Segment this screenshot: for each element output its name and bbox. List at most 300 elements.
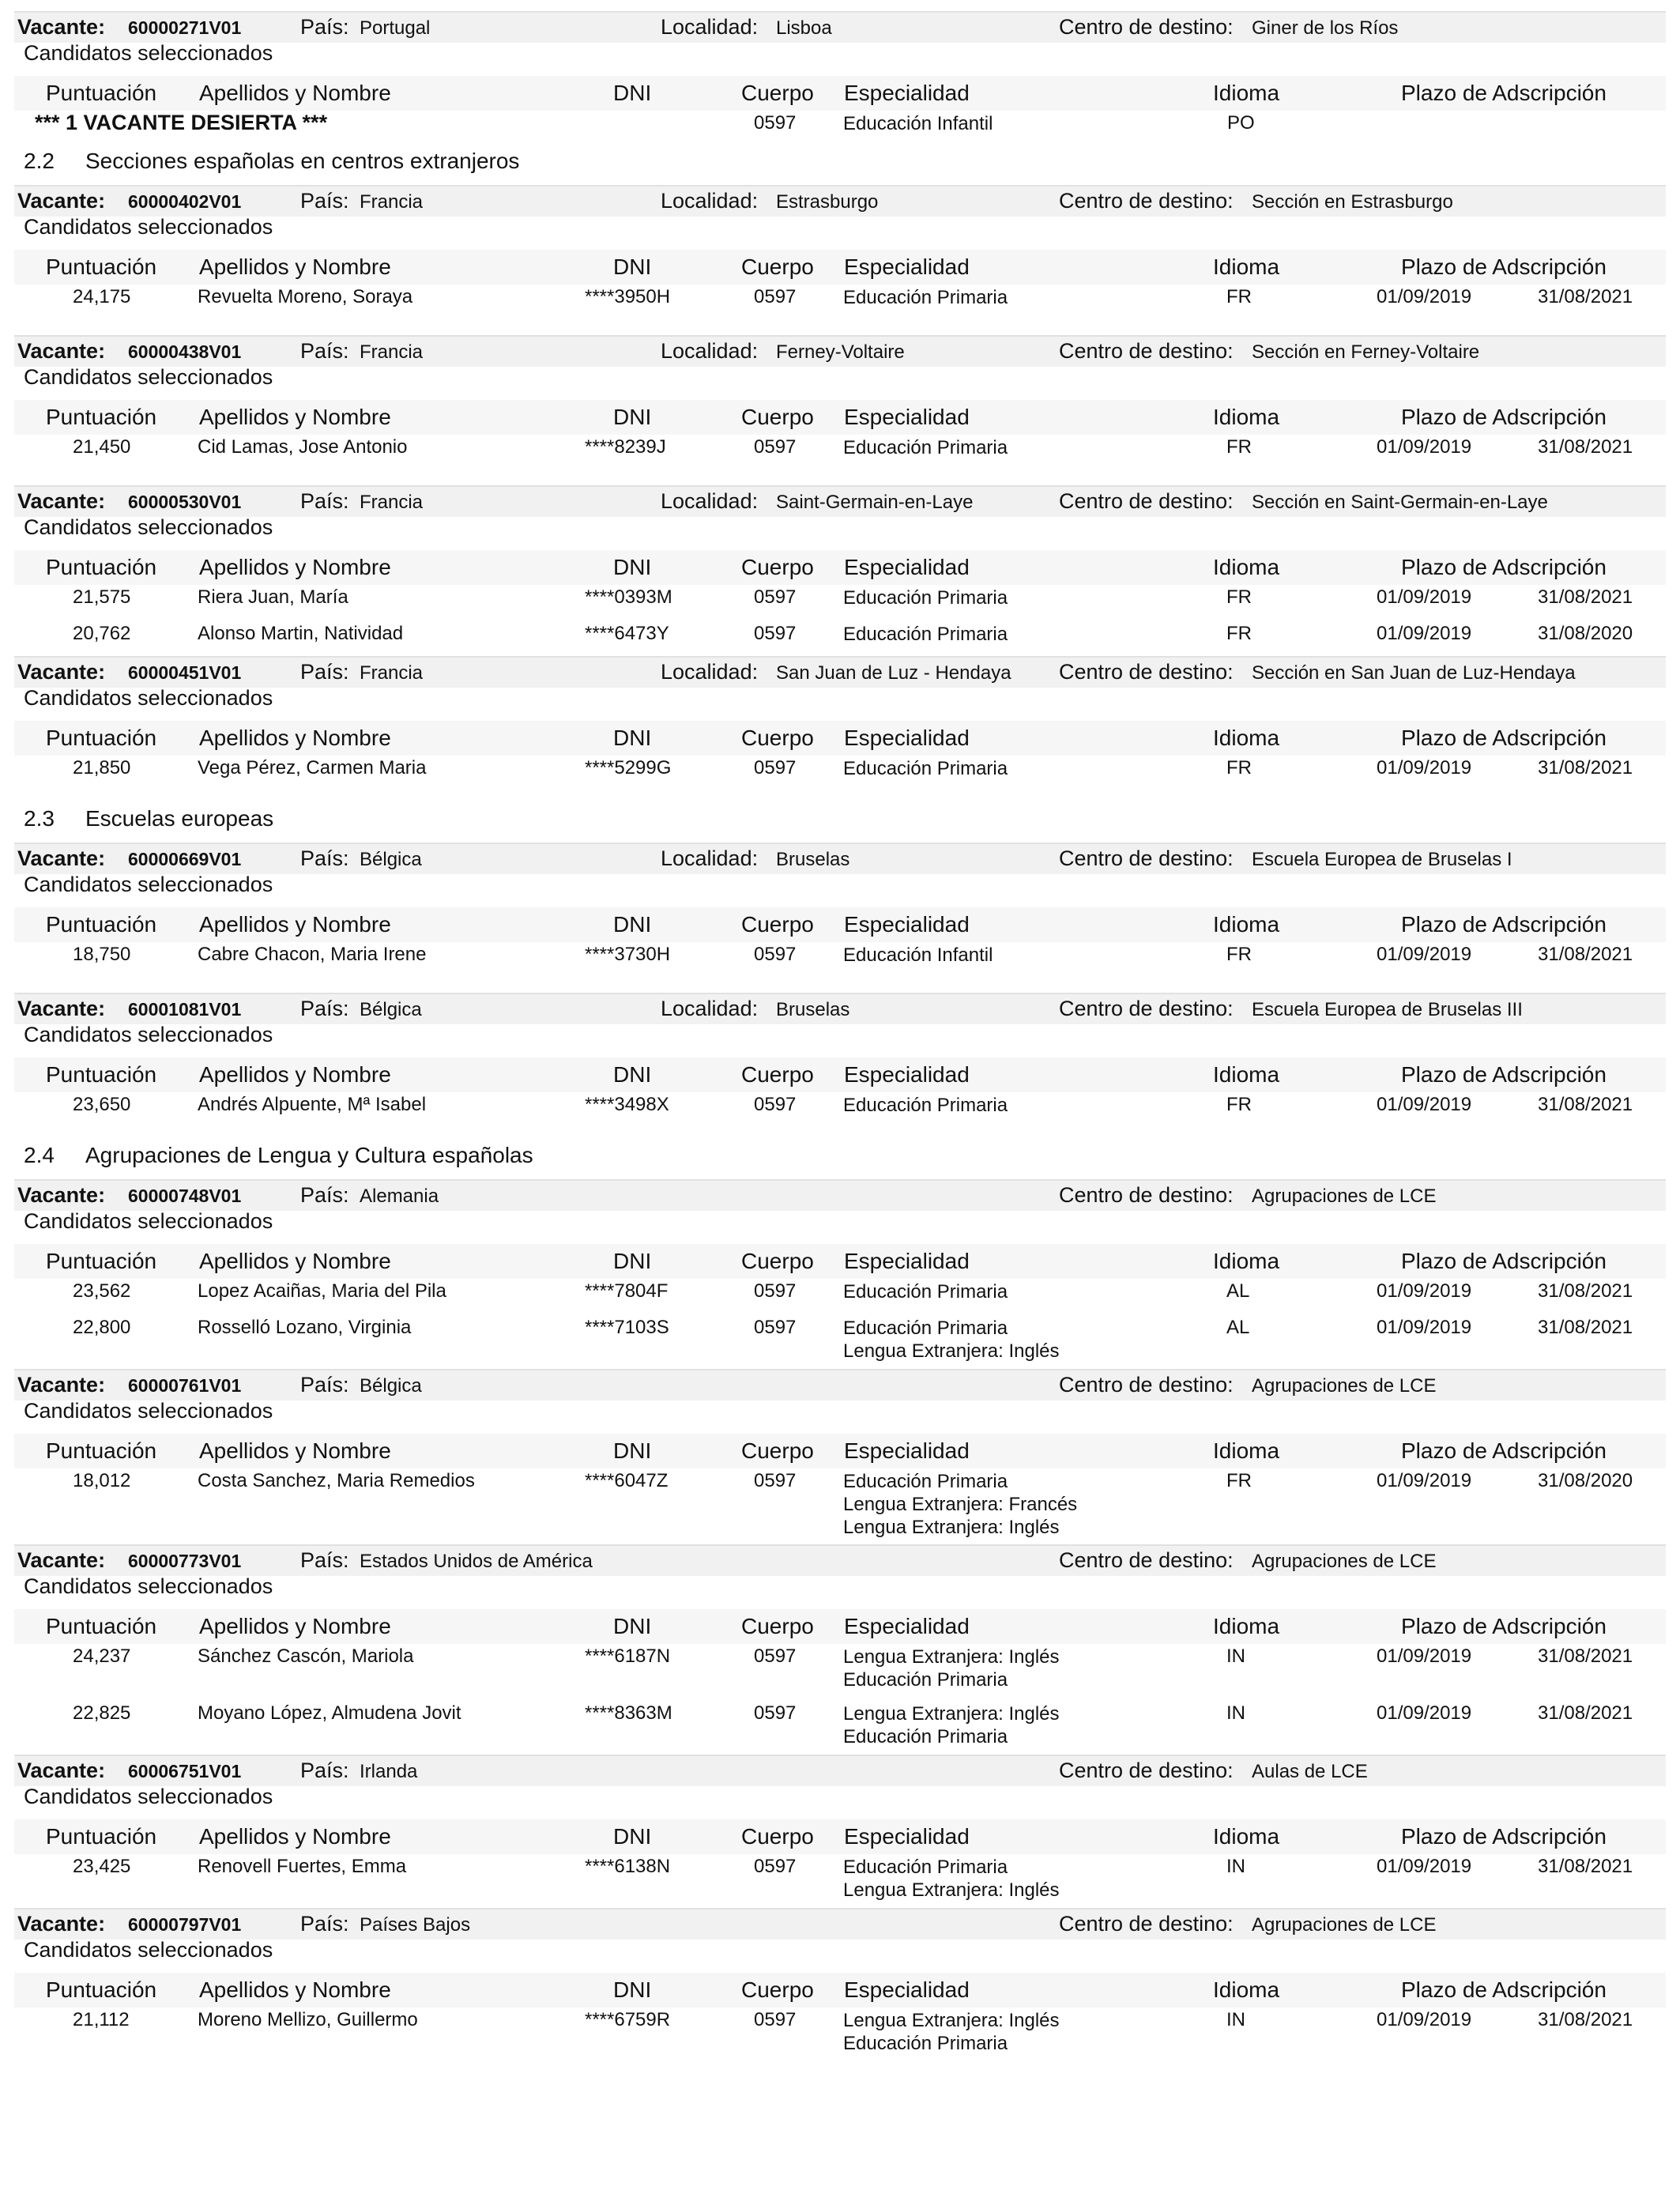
pais-label: País: bbox=[300, 1373, 349, 1397]
localidad-label: Localidad: bbox=[661, 489, 759, 513]
puntuacion: 21,450 bbox=[73, 436, 131, 458]
candidate-row bbox=[0, 1470, 1680, 1538]
centro-value: Agrupaciones de LCE bbox=[1252, 1186, 1437, 1207]
vacancy-header bbox=[14, 993, 1666, 1024]
col-idioma: Idioma bbox=[1213, 555, 1280, 579]
especialidad bbox=[843, 1094, 1008, 1117]
vacancy-header bbox=[14, 1179, 1666, 1211]
cuerpo: 0597 bbox=[754, 1470, 797, 1491]
nombre: Revuelta Moreno, Soraya bbox=[198, 286, 413, 307]
localidad-label: Localidad: bbox=[661, 846, 759, 870]
dni: ****6138N bbox=[585, 1856, 671, 1877]
nombre: Andrés Alpuente, Mª Isabel bbox=[198, 1094, 427, 1115]
dni: ****5299G bbox=[585, 757, 672, 778]
candidate-row bbox=[0, 1094, 1680, 1130]
idioma: PO bbox=[1227, 112, 1255, 134]
especialidad bbox=[843, 623, 1008, 646]
col-puntuacion: Puntuación bbox=[46, 254, 157, 279]
vacante-code: 60000761V01 bbox=[128, 1375, 242, 1396]
vacancy-block bbox=[0, 1908, 1680, 2061]
nombre: Costa Sanchez, Maria Remedios bbox=[198, 1470, 475, 1491]
candidate-row bbox=[0, 623, 1680, 659]
cuerpo: 0597 bbox=[754, 436, 797, 458]
column-headers bbox=[14, 400, 1666, 435]
candidatos-title: Candidatos seleccionados bbox=[24, 41, 273, 65]
candidatos-title: Candidatos seleccionados bbox=[24, 873, 273, 896]
document-page bbox=[0, 11, 1680, 2061]
plazo-desde: 01/09/2019 bbox=[1377, 1856, 1472, 1877]
centro-label: Centro de destino: bbox=[1059, 1183, 1234, 1207]
plazo-desde: 01/09/2019 bbox=[1377, 286, 1472, 307]
especialidad bbox=[843, 1470, 1077, 1539]
col-idioma: Idioma bbox=[1213, 1062, 1280, 1087]
vacancy-header bbox=[14, 185, 1666, 217]
puntuacion: 23,650 bbox=[73, 1094, 131, 1115]
col-plazo: Plazo de Adscripción bbox=[1401, 81, 1607, 105]
col-dni: DNI bbox=[613, 1614, 652, 1638]
column-headers bbox=[14, 250, 1666, 285]
plazo-hasta: 31/08/2021 bbox=[1538, 2009, 1633, 2030]
col-nombre: Apellidos y Nombre bbox=[199, 1438, 391, 1463]
pais-value: Estados Unidos de América bbox=[360, 1551, 593, 1572]
nombre: Moreno Mellizo, Guillermo bbox=[198, 2009, 418, 2030]
cuerpo: 0597 bbox=[754, 1646, 797, 1667]
localidad-label: Localidad: bbox=[661, 15, 759, 39]
centro-label: Centro de destino: bbox=[1059, 1548, 1234, 1572]
col-cuerpo: Cuerpo bbox=[741, 1438, 814, 1463]
vacante-code: 60000438V01 bbox=[128, 341, 242, 362]
puntuacion: 21,112 bbox=[73, 2009, 130, 2030]
localidad-value: Bruselas bbox=[776, 849, 850, 870]
especialidad bbox=[843, 112, 993, 135]
plazo-desde: 01/09/2019 bbox=[1377, 2009, 1472, 2030]
candidate-row bbox=[0, 2009, 1680, 2054]
puntuacion: 23,425 bbox=[73, 1856, 131, 1877]
candidate-row bbox=[0, 1280, 1680, 1317]
col-especialidad: Especialidad bbox=[844, 1977, 970, 2002]
vacante-label: Vacante: bbox=[17, 15, 106, 39]
col-dni: DNI bbox=[613, 1438, 652, 1463]
pais-label: País: bbox=[300, 846, 349, 870]
vacancy-header bbox=[14, 11, 1666, 43]
cuerpo: 0597 bbox=[754, 286, 797, 307]
vacancy-header bbox=[14, 656, 1666, 688]
column-headers bbox=[14, 1057, 1666, 1092]
centro-label: Centro de destino: bbox=[1059, 489, 1234, 513]
candidatos-title: Candidatos seleccionados bbox=[24, 1574, 273, 1598]
section-title: Escuelas europeas bbox=[85, 806, 274, 831]
especialidad-line: Educación Primaria bbox=[843, 1095, 1008, 1116]
col-dni: DNI bbox=[613, 555, 652, 579]
cuerpo: 0597 bbox=[754, 944, 797, 965]
col-idioma: Idioma bbox=[1213, 1614, 1280, 1638]
col-especialidad: Especialidad bbox=[844, 81, 970, 105]
column-headers bbox=[14, 1244, 1666, 1279]
vacante-code: 60001081V01 bbox=[128, 999, 242, 1020]
vacancy-block bbox=[0, 1544, 1680, 1755]
vacante-code: 60000271V01 bbox=[128, 17, 242, 38]
vacancy-header bbox=[14, 1369, 1666, 1400]
centro-value: Agrupaciones de LCE bbox=[1252, 1551, 1437, 1572]
col-puntuacion: Puntuación bbox=[46, 726, 157, 750]
col-especialidad: Especialidad bbox=[844, 1614, 970, 1638]
col-idioma: Idioma bbox=[1213, 1824, 1280, 1849]
col-plazo: Plazo de Adscripción bbox=[1401, 405, 1607, 429]
cuerpo: 0597 bbox=[754, 1856, 797, 1877]
centro-value: Agrupaciones de LCE bbox=[1252, 1375, 1437, 1397]
idioma: AL bbox=[1226, 1280, 1250, 1302]
col-cuerpo: Cuerpo bbox=[741, 1062, 814, 1087]
vacante-label: Vacante: bbox=[17, 1759, 106, 1782]
col-idioma: Idioma bbox=[1213, 405, 1280, 429]
localidad-label: Localidad: bbox=[661, 660, 759, 684]
plazo-hasta: 31/08/2021 bbox=[1538, 436, 1633, 458]
vacancy-header bbox=[14, 485, 1666, 517]
candidate-row bbox=[0, 1646, 1680, 1691]
plazo-desde: 01/09/2019 bbox=[1377, 1317, 1472, 1338]
dni: ****8239J bbox=[585, 436, 666, 458]
col-dni: DNI bbox=[613, 1062, 652, 1087]
especialidad-line: Educación Primaria bbox=[843, 1726, 1008, 1747]
dni: ****6759R bbox=[585, 2009, 671, 2030]
plazo-hasta: 31/08/2021 bbox=[1538, 1856, 1633, 1877]
localidad-value: Ferney-Voltaire bbox=[776, 341, 905, 363]
especialidad-line: Educación Infantil bbox=[843, 944, 993, 966]
dni: ****7804F bbox=[585, 1280, 669, 1302]
especialidad bbox=[843, 286, 1008, 309]
dni: ****8363M bbox=[585, 1702, 672, 1724]
col-plazo: Plazo de Adscripción bbox=[1401, 1614, 1607, 1638]
section-number: 2.4 bbox=[24, 1143, 55, 1167]
puntuacion: 20,762 bbox=[73, 623, 131, 644]
especialidad-line: Educación Primaria bbox=[843, 1318, 1008, 1339]
column-headers bbox=[14, 76, 1666, 111]
centro-value: Agrupaciones de LCE bbox=[1252, 1914, 1437, 1936]
localidad-label: Localidad: bbox=[661, 189, 759, 213]
plazo-desde: 01/09/2019 bbox=[1377, 1094, 1472, 1115]
col-dni: DNI bbox=[613, 1249, 652, 1273]
col-cuerpo: Cuerpo bbox=[741, 81, 814, 105]
especialidad-line: Educación Primaria bbox=[843, 587, 1008, 609]
col-nombre: Apellidos y Nombre bbox=[199, 1614, 391, 1638]
vacante-label: Vacante: bbox=[17, 189, 106, 213]
vacancy-block bbox=[0, 335, 1680, 485]
idioma: AL bbox=[1226, 1317, 1250, 1338]
vacante-desierta: *** 1 VACANTE DESIERTA *** bbox=[35, 111, 328, 134]
col-cuerpo: Cuerpo bbox=[741, 912, 814, 937]
col-idioma: Idioma bbox=[1213, 254, 1280, 279]
centro-value: Giner de los Ríos bbox=[1252, 17, 1399, 39]
puntuacion: 21,850 bbox=[73, 757, 131, 778]
col-nombre: Apellidos y Nombre bbox=[199, 405, 391, 429]
col-idioma: Idioma bbox=[1213, 1438, 1280, 1463]
idioma: IN bbox=[1226, 1702, 1245, 1724]
dni: ****3950H bbox=[585, 286, 671, 307]
cuerpo: 0597 bbox=[754, 586, 797, 608]
pais-label: País: bbox=[300, 1548, 349, 1572]
col-cuerpo: Cuerpo bbox=[741, 1249, 814, 1273]
especialidad-line: Lengua Extranjera: Inglés bbox=[843, 2010, 1060, 2031]
col-nombre: Apellidos y Nombre bbox=[199, 912, 391, 937]
col-cuerpo: Cuerpo bbox=[741, 555, 814, 579]
centro-value: Sección en Ferney-Voltaire bbox=[1252, 341, 1480, 363]
col-especialidad: Especialidad bbox=[844, 254, 970, 279]
plazo-hasta: 31/08/2021 bbox=[1538, 586, 1633, 608]
candidatos-title: Candidatos seleccionados bbox=[24, 1399, 273, 1423]
column-headers bbox=[14, 907, 1666, 942]
column-headers bbox=[14, 1609, 1666, 1644]
pais-label: País: bbox=[300, 997, 349, 1020]
centro-value: Sección en San Juan de Luz-Hendaya bbox=[1252, 662, 1576, 684]
especialidad-line: Educación Primaria bbox=[843, 2033, 1008, 2054]
vacante-label: Vacante: bbox=[17, 1183, 106, 1207]
vacancy-block bbox=[0, 1369, 1680, 1544]
col-especialidad: Especialidad bbox=[844, 726, 970, 750]
vacante-label: Vacante: bbox=[17, 1548, 106, 1572]
column-headers bbox=[14, 1973, 1666, 2007]
puntuacion: 22,825 bbox=[73, 1702, 131, 1724]
localidad-value: Saint-Germain-en-Laye bbox=[776, 492, 974, 513]
especialidad-line: Lengua Extranjera: Inglés bbox=[843, 1340, 1060, 1362]
vacancy-block bbox=[0, 843, 1680, 993]
col-plazo: Plazo de Adscripción bbox=[1401, 1249, 1607, 1273]
vacante-code: 60000402V01 bbox=[128, 191, 242, 212]
vacante-label: Vacante: bbox=[17, 1912, 106, 1936]
pais-value: Portugal bbox=[360, 17, 431, 39]
nombre: Alonso Martin, Natividad bbox=[198, 623, 404, 644]
idioma: IN bbox=[1226, 1856, 1245, 1877]
centro-value: Sección en Estrasburgo bbox=[1252, 191, 1453, 213]
nombre: Riera Juan, María bbox=[198, 586, 348, 608]
candidate-row bbox=[0, 286, 1680, 322]
dni: ****6187N bbox=[585, 1646, 671, 1667]
col-nombre: Apellidos y Nombre bbox=[199, 1977, 391, 2002]
localidad-value: Lisboa bbox=[776, 17, 832, 39]
col-especialidad: Especialidad bbox=[844, 912, 970, 937]
cuerpo: 0597 bbox=[754, 623, 797, 644]
centro-value: Escuela Europea de Bruselas I bbox=[1252, 849, 1512, 870]
candidatos-title: Candidatos seleccionados bbox=[24, 365, 273, 389]
vacante-code: 60000669V01 bbox=[128, 849, 242, 869]
pais-value: Francia bbox=[360, 191, 424, 213]
localidad-value: Bruselas bbox=[776, 999, 850, 1020]
nombre: Rosselló Lozano, Virginia bbox=[198, 1317, 412, 1338]
dni: ****0393M bbox=[585, 586, 672, 608]
cuerpo: 0597 bbox=[754, 757, 797, 778]
especialidad-line: Lengua Extranjera: Inglés bbox=[843, 1517, 1060, 1538]
nombre: Sánchez Cascón, Mariola bbox=[198, 1646, 414, 1667]
column-headers bbox=[14, 721, 1666, 756]
especialidad-line: Educación Primaria bbox=[843, 287, 1008, 308]
idioma: FR bbox=[1226, 944, 1252, 965]
pais-label: País: bbox=[300, 1183, 349, 1207]
col-idioma: Idioma bbox=[1213, 726, 1280, 750]
candidate-row bbox=[0, 757, 1680, 794]
centro-label: Centro de destino: bbox=[1059, 997, 1234, 1020]
especialidad bbox=[843, 1856, 1060, 1902]
col-especialidad: Especialidad bbox=[844, 1062, 970, 1087]
especialidad bbox=[843, 586, 1008, 609]
vacante-code: 60000748V01 bbox=[128, 1186, 242, 1206]
col-idioma: Idioma bbox=[1213, 1249, 1280, 1273]
especialidad-line: Lengua Extranjera: Inglés bbox=[843, 1879, 1060, 1901]
col-puntuacion: Puntuación bbox=[46, 1824, 157, 1849]
col-especialidad: Especialidad bbox=[844, 1824, 970, 1849]
idioma: IN bbox=[1226, 1646, 1245, 1667]
vacante-label: Vacante: bbox=[17, 846, 106, 870]
dni: ****3730H bbox=[585, 944, 671, 965]
cuerpo: 0597 bbox=[754, 1317, 797, 1338]
col-cuerpo: Cuerpo bbox=[741, 1614, 814, 1638]
pais-value: Francia bbox=[360, 341, 424, 363]
especialidad bbox=[843, 1317, 1060, 1363]
especialidad bbox=[843, 436, 1008, 459]
candidate-row bbox=[0, 1317, 1680, 1362]
centro-label: Centro de destino: bbox=[1059, 1373, 1234, 1397]
col-nombre: Apellidos y Nombre bbox=[199, 1824, 391, 1849]
column-headers bbox=[14, 1434, 1666, 1468]
dni: ****6047Z bbox=[585, 1470, 669, 1491]
col-cuerpo: Cuerpo bbox=[741, 254, 814, 279]
candidatos-title: Candidatos seleccionados bbox=[24, 515, 273, 539]
section-heading bbox=[0, 138, 1680, 185]
col-nombre: Apellidos y Nombre bbox=[199, 1249, 391, 1273]
centro-value: Sección en Saint-Germain-en-Laye bbox=[1252, 492, 1548, 513]
centro-label: Centro de destino: bbox=[1059, 1912, 1234, 1936]
pais-label: País: bbox=[300, 660, 349, 684]
col-plazo: Plazo de Adscripción bbox=[1401, 726, 1607, 750]
pais-value: Bélgica bbox=[360, 999, 422, 1020]
especialidad-line: Educación Primaria bbox=[843, 437, 1008, 458]
centro-label: Centro de destino: bbox=[1059, 660, 1234, 684]
plazo-desde: 01/09/2019 bbox=[1377, 1280, 1472, 1302]
idioma: FR bbox=[1226, 623, 1252, 644]
cuerpo: 0597 bbox=[754, 1094, 797, 1115]
column-headers bbox=[14, 1819, 1666, 1854]
col-nombre: Apellidos y Nombre bbox=[199, 726, 391, 750]
vacancy-block bbox=[0, 485, 1680, 656]
column-headers bbox=[14, 550, 1666, 585]
especialidad bbox=[843, 1646, 1060, 1691]
plazo-hasta: 31/08/2021 bbox=[1538, 286, 1633, 307]
section-number: 2.2 bbox=[24, 149, 55, 173]
vacancy-header bbox=[14, 1755, 1666, 1786]
col-especialidad: Especialidad bbox=[844, 1438, 970, 1463]
section-number: 2.3 bbox=[24, 806, 55, 831]
col-nombre: Apellidos y Nombre bbox=[199, 81, 391, 105]
candidatos-title: Candidatos seleccionados bbox=[24, 1023, 273, 1046]
localidad-value: Estrasburgo bbox=[776, 191, 879, 213]
vacante-code: 60000797V01 bbox=[128, 1914, 242, 1935]
pais-value: Bélgica bbox=[360, 1375, 422, 1397]
nombre: Moyano López, Almudena Jovit bbox=[198, 1702, 461, 1724]
vacancy-block bbox=[0, 11, 1680, 134]
plazo-desde: 01/09/2019 bbox=[1377, 1470, 1472, 1491]
col-dni: DNI bbox=[613, 1977, 652, 2002]
vacante-label: Vacante: bbox=[17, 1373, 106, 1397]
cuerpo: 0597 bbox=[754, 112, 797, 134]
section-title: Agrupaciones de Lengua y Cultura españolas bbox=[85, 1143, 533, 1167]
nombre: Vega Pérez, Carmen Maria bbox=[198, 757, 427, 778]
col-dni: DNI bbox=[613, 726, 652, 750]
centro-value: Aulas de LCE bbox=[1252, 1761, 1368, 1782]
vacante-code: 60000530V01 bbox=[128, 492, 242, 512]
especialidad-line: Educación Primaria bbox=[843, 624, 1008, 645]
nombre: Renovell Fuertes, Emma bbox=[198, 1856, 407, 1877]
col-dni: DNI bbox=[613, 405, 652, 429]
col-especialidad: Especialidad bbox=[844, 1249, 970, 1273]
especialidad-line: Educación Primaria bbox=[843, 1471, 1008, 1492]
pais-value: Francia bbox=[360, 492, 424, 513]
plazo-desde: 01/09/2019 bbox=[1377, 623, 1472, 644]
col-dni: DNI bbox=[613, 1824, 652, 1849]
candidatos-title: Candidatos seleccionados bbox=[24, 1785, 273, 1808]
col-dni: DNI bbox=[613, 81, 652, 105]
nombre: Cid Lamas, Jose Antonio bbox=[198, 436, 408, 458]
idioma: FR bbox=[1226, 586, 1252, 608]
plazo-desde: 01/09/2019 bbox=[1377, 436, 1472, 458]
puntuacion: 21,575 bbox=[73, 586, 131, 608]
puntuacion: 18,012 bbox=[73, 1470, 131, 1491]
vacante-code: 60000773V01 bbox=[128, 1551, 242, 1571]
pais-label: País: bbox=[300, 15, 349, 39]
especialidad-line: Lengua Extranjera: Inglés bbox=[843, 1646, 1060, 1668]
pais-label: País: bbox=[300, 1759, 349, 1782]
vacancy-block bbox=[0, 1179, 1680, 1369]
idioma: FR bbox=[1226, 1470, 1252, 1491]
vacante-label: Vacante: bbox=[17, 339, 106, 363]
localidad-label: Localidad: bbox=[661, 339, 759, 363]
localidad-label: Localidad: bbox=[661, 997, 759, 1020]
centro-value: Escuela Europea de Bruselas III bbox=[1252, 999, 1523, 1020]
puntuacion: 22,800 bbox=[73, 1317, 131, 1338]
plazo-desde: 01/09/2019 bbox=[1377, 1702, 1472, 1724]
col-cuerpo: Cuerpo bbox=[741, 405, 814, 429]
vacancy-block bbox=[0, 656, 1680, 795]
col-plazo: Plazo de Adscripción bbox=[1401, 254, 1607, 279]
vacancy-header bbox=[14, 1544, 1666, 1576]
col-plazo: Plazo de Adscripción bbox=[1401, 912, 1607, 937]
pais-label: País: bbox=[300, 1912, 349, 1936]
col-cuerpo: Cuerpo bbox=[741, 1824, 814, 1849]
col-puntuacion: Puntuación bbox=[46, 1438, 157, 1463]
vacante-code: 60000451V01 bbox=[128, 662, 242, 683]
candidatos-title: Candidatos seleccionados bbox=[24, 1938, 273, 1962]
section-title: Secciones españolas en centros extranjeros bbox=[85, 149, 520, 173]
plazo-desde: 01/09/2019 bbox=[1377, 586, 1472, 608]
pais-value: Países Bajos bbox=[360, 1914, 471, 1936]
plazo-hasta: 31/08/2021 bbox=[1538, 1094, 1633, 1115]
col-puntuacion: Puntuación bbox=[46, 912, 157, 937]
idioma: FR bbox=[1226, 286, 1252, 307]
col-especialidad: Especialidad bbox=[844, 405, 970, 429]
col-nombre: Apellidos y Nombre bbox=[199, 555, 391, 579]
vacancy-header bbox=[14, 335, 1666, 367]
nombre: Cabre Chacon, Maria Irene bbox=[198, 944, 427, 965]
localidad-value: San Juan de Luz - Hendaya bbox=[776, 662, 1011, 684]
col-dni: DNI bbox=[613, 254, 652, 279]
dni: ****7103S bbox=[585, 1317, 669, 1338]
col-puntuacion: Puntuación bbox=[46, 1249, 157, 1273]
dni: ****3498X bbox=[585, 1094, 669, 1115]
pais-value: Alemania bbox=[360, 1186, 439, 1207]
pais-label: País: bbox=[300, 189, 349, 213]
especialidad-line: Educación Primaria bbox=[843, 758, 1008, 779]
vacancy-header bbox=[14, 1908, 1666, 1940]
col-puntuacion: Puntuación bbox=[46, 555, 157, 579]
col-plazo: Plazo de Adscripción bbox=[1401, 1824, 1607, 1849]
pais-label: País: bbox=[300, 489, 349, 513]
